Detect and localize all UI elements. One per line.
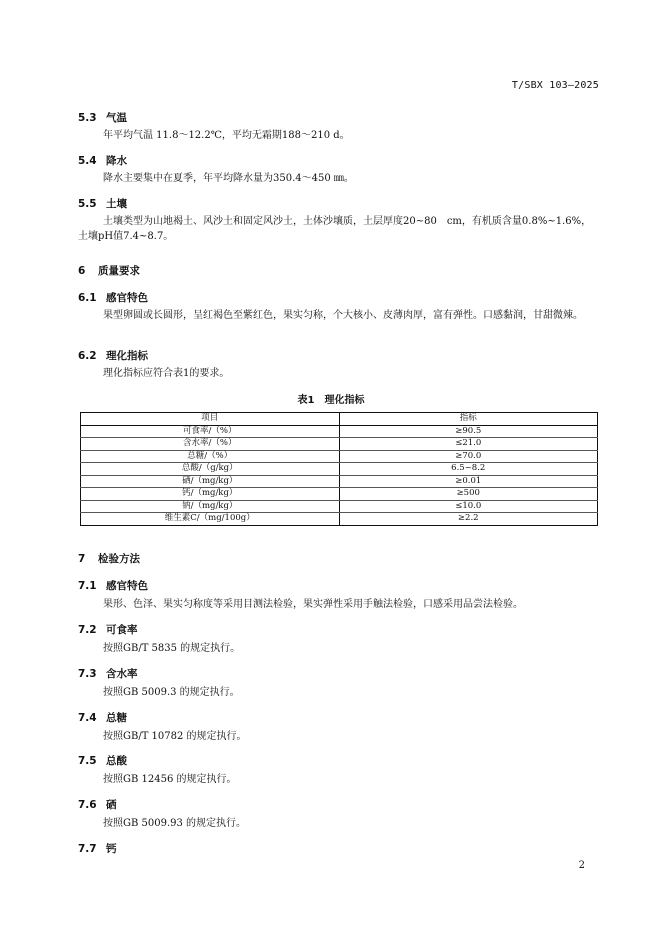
table-row <box>81 488 598 501</box>
section-6-1-heading <box>78 290 148 305</box>
section-number: 7.4 <box>78 712 97 724</box>
table-cell-value: ≥90.5 <box>339 425 598 438</box>
section-number: 6.2 <box>78 350 97 362</box>
table-cell-item: 钙/（mg/kg） <box>81 488 340 501</box>
table-cell-item: 可食率/（%） <box>81 425 340 438</box>
section-number: 5.3 <box>78 112 97 124</box>
table-caption <box>0 391 662 406</box>
section-number: 5.4 <box>78 155 97 167</box>
section-number: 6.1 <box>78 292 97 304</box>
section-title: 总糖 <box>106 712 127 724</box>
section-7-4-heading <box>78 710 127 725</box>
column-header-indicator: 指标 <box>339 413 598 426</box>
section-number: 5.5 <box>78 198 97 210</box>
section-title: 含水率 <box>106 668 138 680</box>
table-row <box>81 463 598 476</box>
section-number: 6 <box>78 265 86 277</box>
table-header-row <box>81 413 598 426</box>
section-number: 7.3 <box>78 668 97 680</box>
section-7-3-heading <box>78 666 138 681</box>
section-7-6-body: 按照GB 5009.93 的规定执行。 <box>103 818 247 829</box>
table-cell-value: ≤10.0 <box>339 500 598 513</box>
column-header-item: 项目 <box>81 413 340 426</box>
table-row <box>81 475 598 488</box>
section-6-2-heading <box>78 348 148 363</box>
section-number: 7.6 <box>78 799 97 811</box>
section-7-heading <box>78 551 140 566</box>
section-6-1-body: 果型卵圆或长圆形，呈红褐色至紫红色，果实匀称，个大核小、皮薄肉厚，富有弹性。口感黏润，甘甜微辣。 <box>103 310 583 321</box>
table-cell-value: ≥2.2 <box>339 513 598 526</box>
section-7-3-body: 按照GB 5009.3 的规定执行。 <box>103 687 240 698</box>
section-7-6-heading <box>78 797 117 812</box>
section-title: 质量要求 <box>98 265 140 277</box>
section-5-5-body: 土壤类型为山地褐土、风沙土和固定风沙土，土体沙壤质，土层厚度20~80 cm，有机质含量0.8%~1.6%，土壤pH值7.4~8.7。 <box>78 216 592 242</box>
table-row <box>81 425 598 438</box>
section-7-1-heading <box>78 578 148 593</box>
section-6-2-body: 理化指标应符合表1的要求。 <box>103 368 230 379</box>
section-5-4-heading <box>78 153 127 168</box>
section-number: 7 <box>78 553 86 565</box>
section-7-5-heading <box>78 753 127 768</box>
section-title: 感官特色 <box>106 580 148 592</box>
document-code: T/SBX 103—2025 <box>511 80 599 91</box>
section-7-1-body: 果形、色泽、果实匀称度等采用目测法检验，果实弹性采用手触法检验，口感采用品尝法检验。 <box>103 599 523 610</box>
table-cell-item: 总酸/（g/kg） <box>81 463 340 476</box>
table-cell-value: 6.5~8.2 <box>339 463 598 476</box>
page-number: 2 <box>578 860 585 871</box>
section-5-4-body: 降水主要集中在夏季，年平均降水量为350.4～450 ㎜。 <box>103 173 354 184</box>
section-7-5-body: 按照GB 12456 的规定执行。 <box>103 774 237 785</box>
section-number: 7.5 <box>78 755 97 767</box>
section-5-3-heading <box>78 110 127 125</box>
section-number: 7.2 <box>78 624 97 636</box>
section-7-4-body: 按照GB/T 10782 的规定执行。 <box>103 731 247 742</box>
table-cell-value: ≥500 <box>339 488 598 501</box>
table-cell-item: 维生素C/（mg/100g） <box>81 513 340 526</box>
table-cell-item: 硒/（mg/kg） <box>81 475 340 488</box>
section-5-3-body: 年平均气温 11.8～12.2℃，平均无霜期188～210 d。 <box>103 130 350 141</box>
table-cell-item: 总糖/（%） <box>81 450 340 463</box>
table-cell-value: ≤21.0 <box>339 438 598 451</box>
table-cell-item: 含水率/（%） <box>81 438 340 451</box>
section-title: 钙 <box>106 843 117 855</box>
section-6-heading <box>78 263 140 278</box>
section-title: 降水 <box>106 155 127 167</box>
table-cell-value: ≥70.0 <box>339 450 598 463</box>
physicochemical-table <box>80 412 598 526</box>
section-title: 硒 <box>106 799 117 811</box>
table-row <box>81 438 598 451</box>
section-title: 理化指标 <box>106 350 148 362</box>
section-7-7-heading <box>78 841 117 856</box>
table-caption-number: 表1 <box>297 395 315 406</box>
section-number: 7.1 <box>78 580 97 592</box>
section-7-2-body: 按照GB/T 5835 的规定执行。 <box>103 643 241 654</box>
section-5-5-heading <box>78 196 127 211</box>
section-title: 总酸 <box>106 755 127 767</box>
section-title: 检验方法 <box>98 553 140 565</box>
table-row <box>81 500 598 513</box>
table-row <box>81 450 598 463</box>
table-row <box>81 513 598 526</box>
table-cell-item: 钠/（mg/kg） <box>81 500 340 513</box>
section-title: 可食率 <box>106 624 138 636</box>
section-title: 感官特色 <box>106 292 148 304</box>
section-number: 7.7 <box>78 843 97 855</box>
section-title: 土壤 <box>106 198 127 210</box>
table-caption-title: 理化指标 <box>324 395 365 406</box>
section-7-2-heading <box>78 622 138 637</box>
section-title: 气温 <box>106 112 127 124</box>
table-cell-value: ≥0.01 <box>339 475 598 488</box>
